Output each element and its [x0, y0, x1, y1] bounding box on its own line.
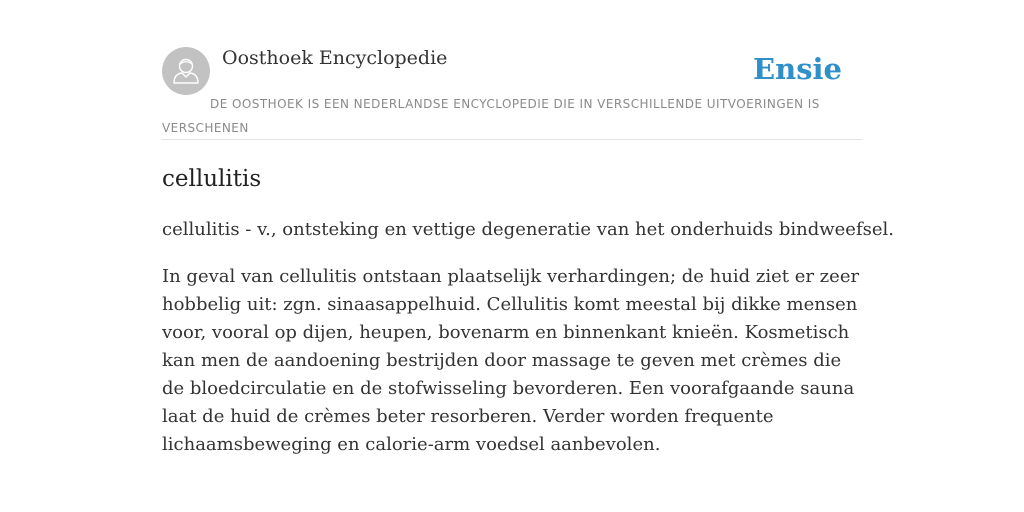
source-tagline: DE OOSTHOEK IS EEN NEDERLANDSE ENCYCLOPEDIE DIE IN VERSCHILLENDE UITVOERINGEN IS VERSCHENEN [162, 97, 820, 135]
brand-logo[interactable]: Ensie [753, 52, 842, 86]
article-definition: cellulitis - v., ontsteking en vettige degeneratie van het onderhuids bindweefsel. [162, 219, 894, 240]
article-container [162, 46, 894, 459]
source-name[interactable]: Oosthoek Encyclopedie [222, 47, 448, 69]
source-header [162, 46, 862, 140]
user-avatar-icon[interactable] [162, 47, 210, 95]
article-title: cellulitis [162, 166, 262, 192]
article-body: In geval van cellulitis ontstaan plaatselijk verhardingen; de huid ziet er zeer hobbelig uit: zgn. sinaasappelhuid. Cellulitis komt meestal bij dikke mensen voor, vooral op dijen, heupen, bovenarm en binnenkant knieën. Kosmetisch kan men de aandoening bestrijden door massage te geven met crèmes die de bloedcirculatie en de stofwisseling bevorderen. Een voorafgaande sauna laat de huid de crèmes beter resorberen. Verder worden frequente lichaamsbeweging en calorie-arm voedsel aanbevolen. [162, 266, 860, 455]
